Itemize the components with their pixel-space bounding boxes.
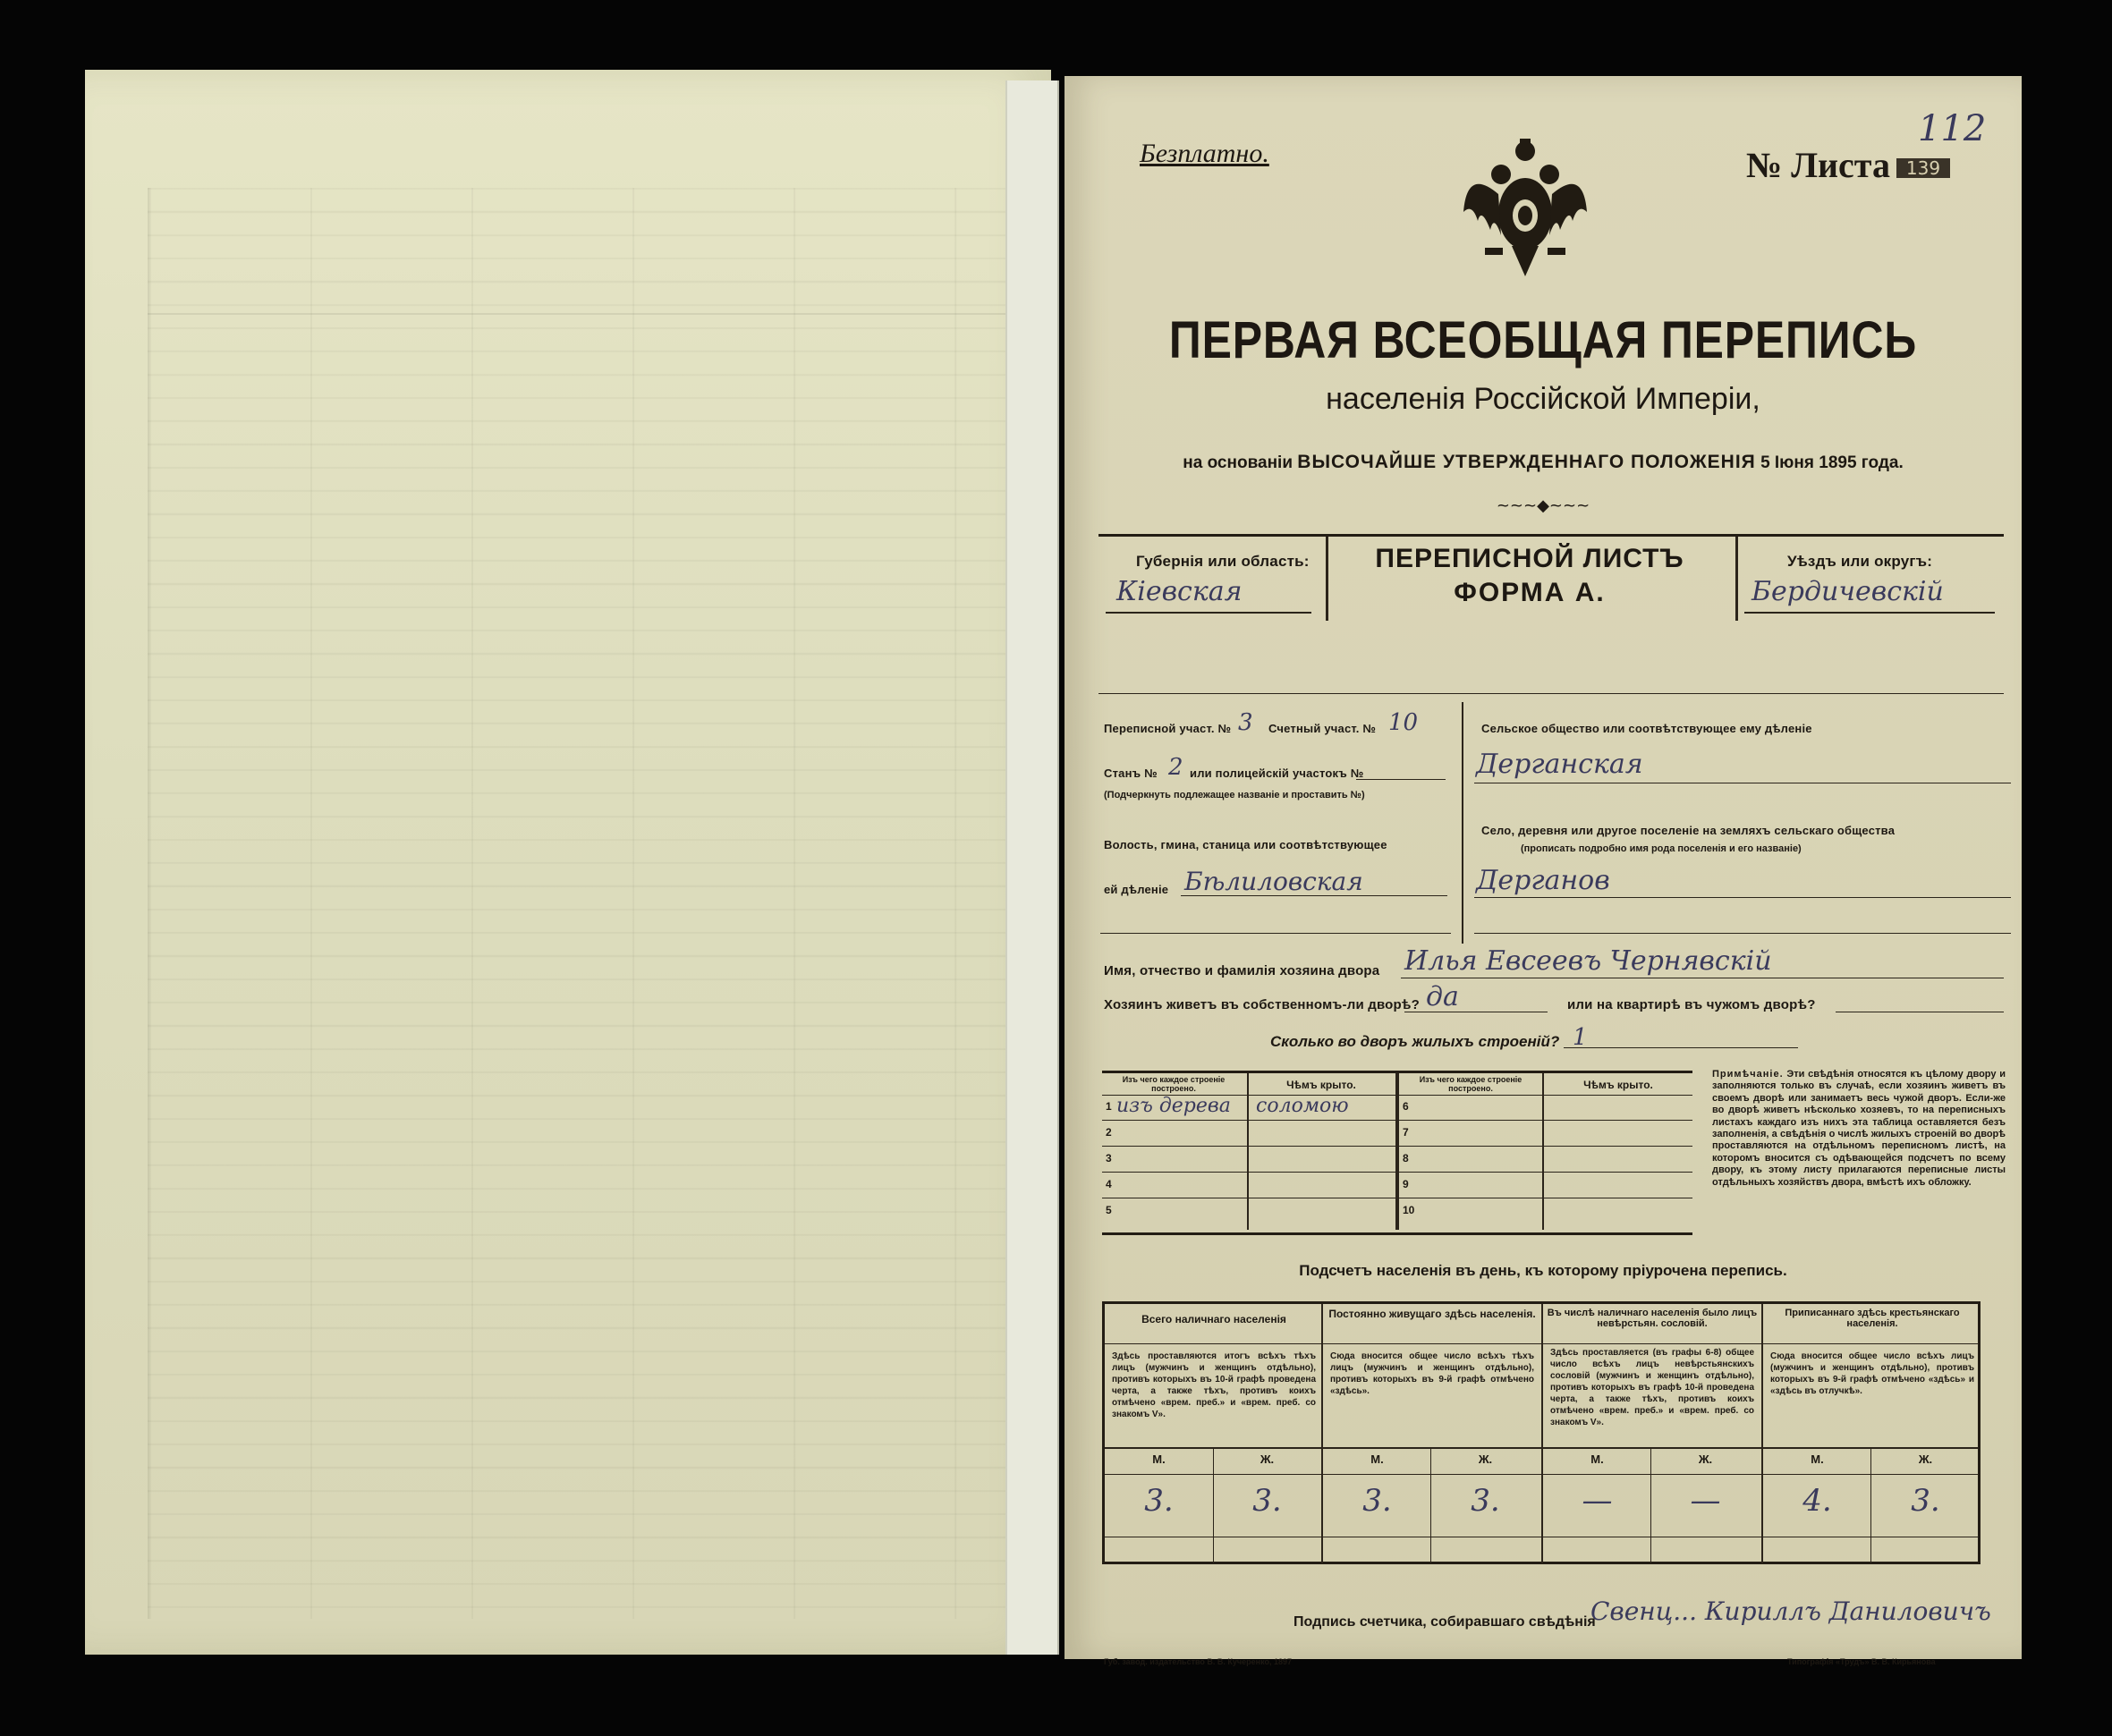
tally-col2-zh-value: 3. (1471, 1483, 1500, 1519)
tally-col3-m-value: — (1582, 1483, 1613, 1519)
building-row-1-material: изъ дерева (1116, 1095, 1231, 1117)
province-label: Губернія или область: (1136, 553, 1310, 570)
tally-col4-m-label: М. (1811, 1452, 1824, 1466)
form-header-box (1098, 534, 2004, 621)
village-value: Дерганов (1476, 865, 1610, 896)
tally-col3-title: Въ числѣ наличнаго населенія было лицъ невѣрстьян. сословій. (1547, 1308, 1758, 1329)
building-row-6: 6 (1403, 1100, 1409, 1113)
tally-col3-zh-value: — (1690, 1483, 1721, 1519)
buildings-count-value: 1 (1573, 1024, 1588, 1051)
bleed-through-header (148, 188, 1033, 315)
bleed-through-grid (148, 188, 1035, 1619)
basis-date: 5 Іюня 1895 года. (1760, 453, 1904, 472)
volost-value: Бѣлиловская (1184, 867, 1363, 896)
buildings-roof-header-2: Чѣмъ крыто. (1583, 1079, 1653, 1091)
counting-section-value: 10 (1388, 709, 1419, 736)
note-label: Примѣчаніе. (1712, 1069, 1784, 1080)
census-form-page (1064, 76, 2022, 1666)
building-row-1-roof: соломою (1256, 1095, 1349, 1117)
tally-col2-title: Постоянно живущаго здѣсь населенія. (1328, 1308, 1536, 1320)
census-basis (1064, 452, 2022, 473)
tally-col2-desc: Сюда вносится общее число всѣхъ тѣхъ лицъ (мужчинъ и женщинъ отдѣльно), противъ которыхъ въ 9-й графѣ отмѣчено «здѣсь». (1330, 1351, 1534, 1396)
basis-caps: ВЫСОЧАЙШЕ УТВЕРЖДЕННАГО ПОЛОЖЕНІЯ (1297, 452, 1756, 472)
buildings-material-header: Изъ чего каждое строеніе построено. (1122, 1075, 1226, 1093)
building-row-7: 7 (1403, 1126, 1409, 1139)
volost-label-2: ей дѣленіе (1104, 883, 1169, 896)
signature-value: Свенц... Кириллъ Даниловичъ (1590, 1596, 1991, 1626)
tally-col3-desc: Здѣсь проставляется (въ графы 6-8) общее число всѣхъ лицъ невѣрстьянскихъ сословій (мужчинъ и женщинъ отдѣльно), противъ которыхъ въ графѣ 10-й проведена черта, а также тѣхъ, противъ коихъ отмѣчено «врем. преб.» и «врем. преб. со знакомъ V». (1550, 1348, 1754, 1427)
free-label: Безплатно. (1140, 139, 1269, 168)
owner-name-label: Имя, отчество и фамилія хозяина двора (1104, 963, 1380, 978)
stan-note: (Подчеркнуть подлежащее названіе и проставить №) (1104, 790, 1365, 800)
imperial-eagle-emblem (1458, 131, 1592, 284)
society-value: Дерганская (1476, 749, 1643, 780)
tally-col4-desc: Сюда вносится общее число всѣхъ лицъ (мужчинъ и женщинъ отдѣльно), противъ которыхъ въ 9-й графѣ отмѣчено «здѣсь» и «здѣсь въ отлучкѣ». (1770, 1351, 1974, 1396)
tally-col4-title: Приписаннаго здѣсь крестьянскаго населенія. (1785, 1308, 1960, 1329)
census-subtitle: населенія Россійской Имперіи, (1326, 382, 1760, 416)
tally-col2-m-value: 3. (1362, 1483, 1392, 1519)
tally-col4-zh-label: Ж. (1918, 1452, 1933, 1466)
buildings-note (1712, 1069, 2006, 1189)
tally-col3-m-label: М. (1590, 1452, 1604, 1466)
tally-col1-desc: Здѣсь проставляются итогъ всѣхъ тѣхъ лицъ (мужчинъ и женщинъ отдѣльно), противъ которыхъ въ 10-й графѣ проведена черта, а также тѣхъ, противъ коихъ отмѣчено «врем. преб.» и «врем. преб. со знакомъ V». (1112, 1351, 1316, 1419)
tally-col3-zh-label: Ж. (1698, 1452, 1713, 1466)
binding-gutter (1005, 80, 1059, 1655)
signature-label: Подпись счетчика, собиравшаго свѣдѣнія (1293, 1614, 1596, 1630)
sheet-number-label: № Листа (1746, 145, 1890, 185)
tally-col2-zh-label: Ж. (1478, 1452, 1493, 1466)
sheet-number-struck: 139 (1896, 158, 1950, 178)
tally-col1-m-label: М. (1152, 1452, 1166, 1466)
tally-col4-zh-value: 3. (1911, 1483, 1940, 1519)
building-row-10: 10 (1403, 1204, 1415, 1216)
tally-col1-zh-label: Ж. (1260, 1452, 1275, 1466)
building-row-4: 4 (1106, 1178, 1112, 1190)
buildings-table (1102, 1071, 1692, 1235)
left-page-blank (85, 70, 1051, 1655)
buildings-material-header-2: Изъ чего каждое строеніе построено. (1419, 1075, 1523, 1093)
owner-own-yard-label: Хозяинъ живетъ въ собственномъ-ли дворѣ? (1104, 997, 1421, 1012)
population-tally-table (1102, 1301, 1981, 1564)
tally-col1-m-value: 3. (1144, 1483, 1174, 1519)
buildings-roof-header: Чѣмъ крыто. (1286, 1079, 1356, 1091)
form-title-line2: ФОРМА А. (1454, 578, 1606, 607)
village-label: Село, деревня или другое поселеніе на земляхъ сельскаго общества (1481, 824, 1896, 837)
building-row-3: 3 (1106, 1152, 1112, 1164)
province-value: Кіевская (1116, 576, 1243, 607)
tally-col4-m-value: 4. (1802, 1483, 1832, 1519)
counting-section-label: Счетный участ. № (1268, 722, 1377, 735)
tally-col1-title: Всего наличнаго населенія (1141, 1313, 1286, 1325)
society-label: Сельское общество или соотвѣтствующее ему дѣленіе (1481, 722, 1812, 735)
tally-col2-m-label: М. (1370, 1452, 1384, 1466)
census-title: ПЕРВАЯ ВСЕОБЩАЯ ПЕРЕПИСЬ (1168, 311, 1918, 369)
ornament-divider: ~~~◆~~~ (1496, 496, 1590, 515)
census-section-label: Переписной участ. № (1104, 722, 1232, 735)
basis-prefix: на основаніи (1183, 453, 1293, 472)
form-title-line1: ПЕРЕПИСНОЙ ЛИСТЪ (1375, 544, 1684, 573)
volost-label: Волость, гмина, станица или соотвѣтствующее (1104, 838, 1387, 851)
building-row-8: 8 (1403, 1152, 1409, 1164)
census-section-value: 3 (1238, 709, 1253, 736)
printer-imprint-left: Губ. завод. издательство В. В. Кучеренко, 1897 (1104, 1657, 1292, 1666)
tally-heading: Подсчетъ населенія въ день, къ которому пріурочена перепись. (1299, 1262, 1787, 1279)
buildings-count-label: Сколько во дворъ жилыхъ строеній? (1270, 1033, 1560, 1050)
district-label: Уѣздъ или округъ: (1787, 553, 1933, 570)
owner-own-yard-value: да (1426, 981, 1459, 1012)
owner-name-value: Илья Евсеевъ Чернявскій (1404, 945, 1772, 977)
stan-label: Станъ № (1104, 766, 1158, 780)
stan-value: 2 (1168, 754, 1183, 781)
owner-rent-label: или на квартирѣ въ чужомъ дворѣ? (1567, 997, 1816, 1012)
building-row-2: 2 (1106, 1126, 1112, 1139)
printer-imprint-right: Типографія «Трудъ» В. В. Кирьянова (1787, 1657, 1936, 1666)
district-value: Бердичевскій (1752, 576, 1944, 607)
note-text: Эти свѣдѣнія относятся къ цѣлому двору и заполняются только въ случаѣ, если хозяинъ живетъ въ своемъ дворѣ или занимаетъ весь чужой дворъ. Если-же во дворѣ живетъ нѣсколько хозяевъ, то на переписныхъ листахъ каждаго изъ нихъ эта таблица оставляется безъ заполненія, а свѣдѣнія о числѣ жилыхъ строеній во дворѣ проставляются на отдѣльномъ переписномъ листѣ, на которомъ вносится съ одѣвающейся подсчетъ по всему двору, къ этому листу прилагаются переписные листы отдѣльныхъ хозяйствъ двора, вмѣстѣ ихъ обложку. (1712, 1069, 2006, 1188)
building-row-1: 1 (1106, 1100, 1112, 1113)
tally-col1-zh-value: 3. (1252, 1483, 1282, 1519)
village-note: (прописать подробно имя рода поселенія и его названіе) (1521, 843, 1802, 854)
building-row-9: 9 (1403, 1178, 1409, 1190)
police-label: или полицейскій участокъ № (1190, 766, 1364, 780)
building-row-5: 5 (1106, 1204, 1112, 1216)
sheet-number-value: 112 (1918, 108, 1987, 149)
